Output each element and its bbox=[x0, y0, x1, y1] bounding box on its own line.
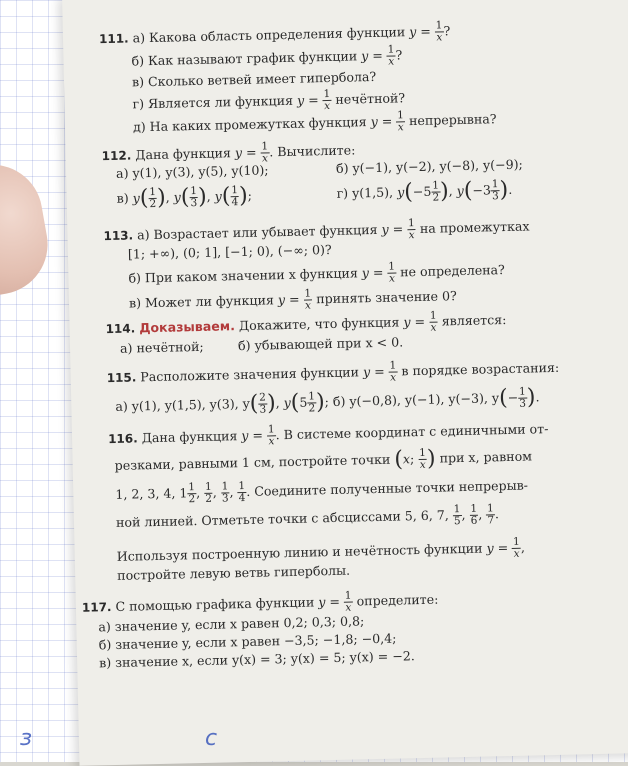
problem-112-b: б) y(−1), y(−2), y(−8), y(−9); bbox=[335, 156, 523, 176]
fraction: $\frac{1}{x}$ bbox=[261, 140, 269, 165]
problem-112-v: в) y( $\frac{1}{2}$ ), y( $\frac{1}{3}$ ), y( $\frac{1}{4}$ ); bbox=[116, 183, 253, 211]
problem-114-b: б) убывающей при x < 0. bbox=[237, 334, 404, 354]
problem-112-a: а) y(1), y(3), y(5), y(10); bbox=[115, 162, 269, 181]
fraction: $\frac{1}{x}$ bbox=[435, 19, 443, 44]
problem-116-l3: 1, 2, 3, 4, 1 $\frac{1}{2}$ , $\frac{1}{2}$ , $\frac{1}{3}$ , $\frac{1}{4}$ . Соедините полученные точки непрерыв- bbox=[115, 477, 529, 506]
fraction: $\frac{1}{x}$ bbox=[323, 87, 331, 113]
problem-111-v: в) Сколько ветвей имеет гипербола? bbox=[131, 68, 377, 90]
proof-label: Доказываем. bbox=[139, 318, 236, 336]
problem-111-g: г) Является ли функция y = $\frac{1}{x}$ нечётной? bbox=[132, 87, 406, 113]
problem-113-v: в) Может ли функция y = $\frac{1}{x}$ принять значение 0? bbox=[128, 287, 457, 312]
problem-116-l4: ной линией. Отметьте точки с абсциссами 5, 6, 7, $\frac{1}{5}$ , $\frac{1}{6}$ , $\frac{1}{7}$ . bbox=[115, 502, 500, 530]
fraction: $\frac{1}{x}$ bbox=[512, 535, 520, 560]
fraction: $\frac{1}{x}$ bbox=[397, 109, 404, 134]
fraction: $\frac{1}{x}$ bbox=[344, 589, 352, 614]
fraction: $\frac{1}{x}$ bbox=[407, 217, 415, 242]
problem-116-l5: Используя построенную линию и нечётность функции y = $\frac{1}{x}$ , bbox=[116, 535, 526, 564]
fraction: $\frac{1}{x}$ bbox=[304, 287, 312, 312]
problem-116-l2: резками, равными 1 см, постройте точки (x; $\frac{1}{x}$ ) при x, равном bbox=[114, 446, 533, 473]
problem-112-g: г) y(1,5), y(−5 $\frac{1}{2}$ ), y(−3 $\frac{1}{3}$ ). bbox=[336, 177, 513, 205]
fraction: $\frac{1}{x}$ bbox=[388, 260, 396, 285]
textbook-page bbox=[62, 0, 628, 766]
problem-117-b: б) значение y, если x равен −3,5; −1,8; −0,4; bbox=[98, 630, 397, 653]
problem-116-l6: постройте левую ветвь гиперболы. bbox=[117, 562, 351, 583]
problem-117-a: а) значение y, если x равен 0,2; 0,3; 0,8; bbox=[98, 613, 365, 635]
problem-113-a2: [1; +∞), (0; 1], [−1; 0), (−∞; 0)? bbox=[127, 241, 332, 262]
problem-113-a: 113. а) Возрастает или убывает функция y = $\frac{1}{x}$ на промежутках bbox=[103, 217, 530, 244]
problem-112-intro: 112. Дана функция y = $\frac{1}{x}$ . Вычислите: bbox=[101, 140, 356, 165]
problem-111-a: 111. а) Какова область определения функции y = $\frac{1}{x}$ ? bbox=[98, 19, 451, 47]
problem-114-a: а) нечётной; bbox=[119, 338, 204, 356]
problem-117: 117. С помощью графика функции y = $\frac{1}{x}$ определите: bbox=[81, 589, 439, 615]
problem-115: 115. Расположите значения функции y = $\frac{1}{x}$ в порядке возрастания: bbox=[106, 359, 560, 386]
fraction: $\frac{1}{x}$ bbox=[429, 309, 437, 334]
fraction: $\frac{1}{x}$ bbox=[387, 43, 395, 68]
problem-number: 111. bbox=[98, 31, 129, 47]
fraction: $\frac{1}{x}$ bbox=[267, 423, 275, 448]
problem-116-l1: 116. Дана функция y = $\frac{1}{x}$ . В системе координат с единичными от- bbox=[107, 421, 549, 448]
fraction: $\frac{1}{x}$ bbox=[389, 359, 397, 384]
pen-scribble: ɜ bbox=[20, 726, 32, 751]
problem-113-b: б) При каком значении x функция y = $\frac{1}{x}$ не определена? bbox=[128, 260, 505, 286]
problem-111-d: д) На каких промежутках функция y = $\frac{1}{x}$ непрерывна? bbox=[132, 109, 497, 135]
problem-111-b: б) Как называют график функции y = $\frac{1}{x}$ ? bbox=[131, 43, 403, 69]
pen-scribble: c bbox=[205, 726, 218, 751]
problem-115-ab: а) y(1), y(1,5), y(3), y( $\frac{2}{3}$ ), y(5 $\frac{1}{2}$ ); б) y(−0,8), y(−1), y(−3), y(− $\frac{1}{3}$ ). bbox=[115, 384, 540, 417]
problem-114: 114. Доказываем. Докажите, что функция y = $\frac{1}{x}$ является: bbox=[105, 309, 507, 337]
problem-117-v: в) значение x, если y(x) = 3; y(x) = 5; y(x) = −2. bbox=[99, 648, 415, 671]
